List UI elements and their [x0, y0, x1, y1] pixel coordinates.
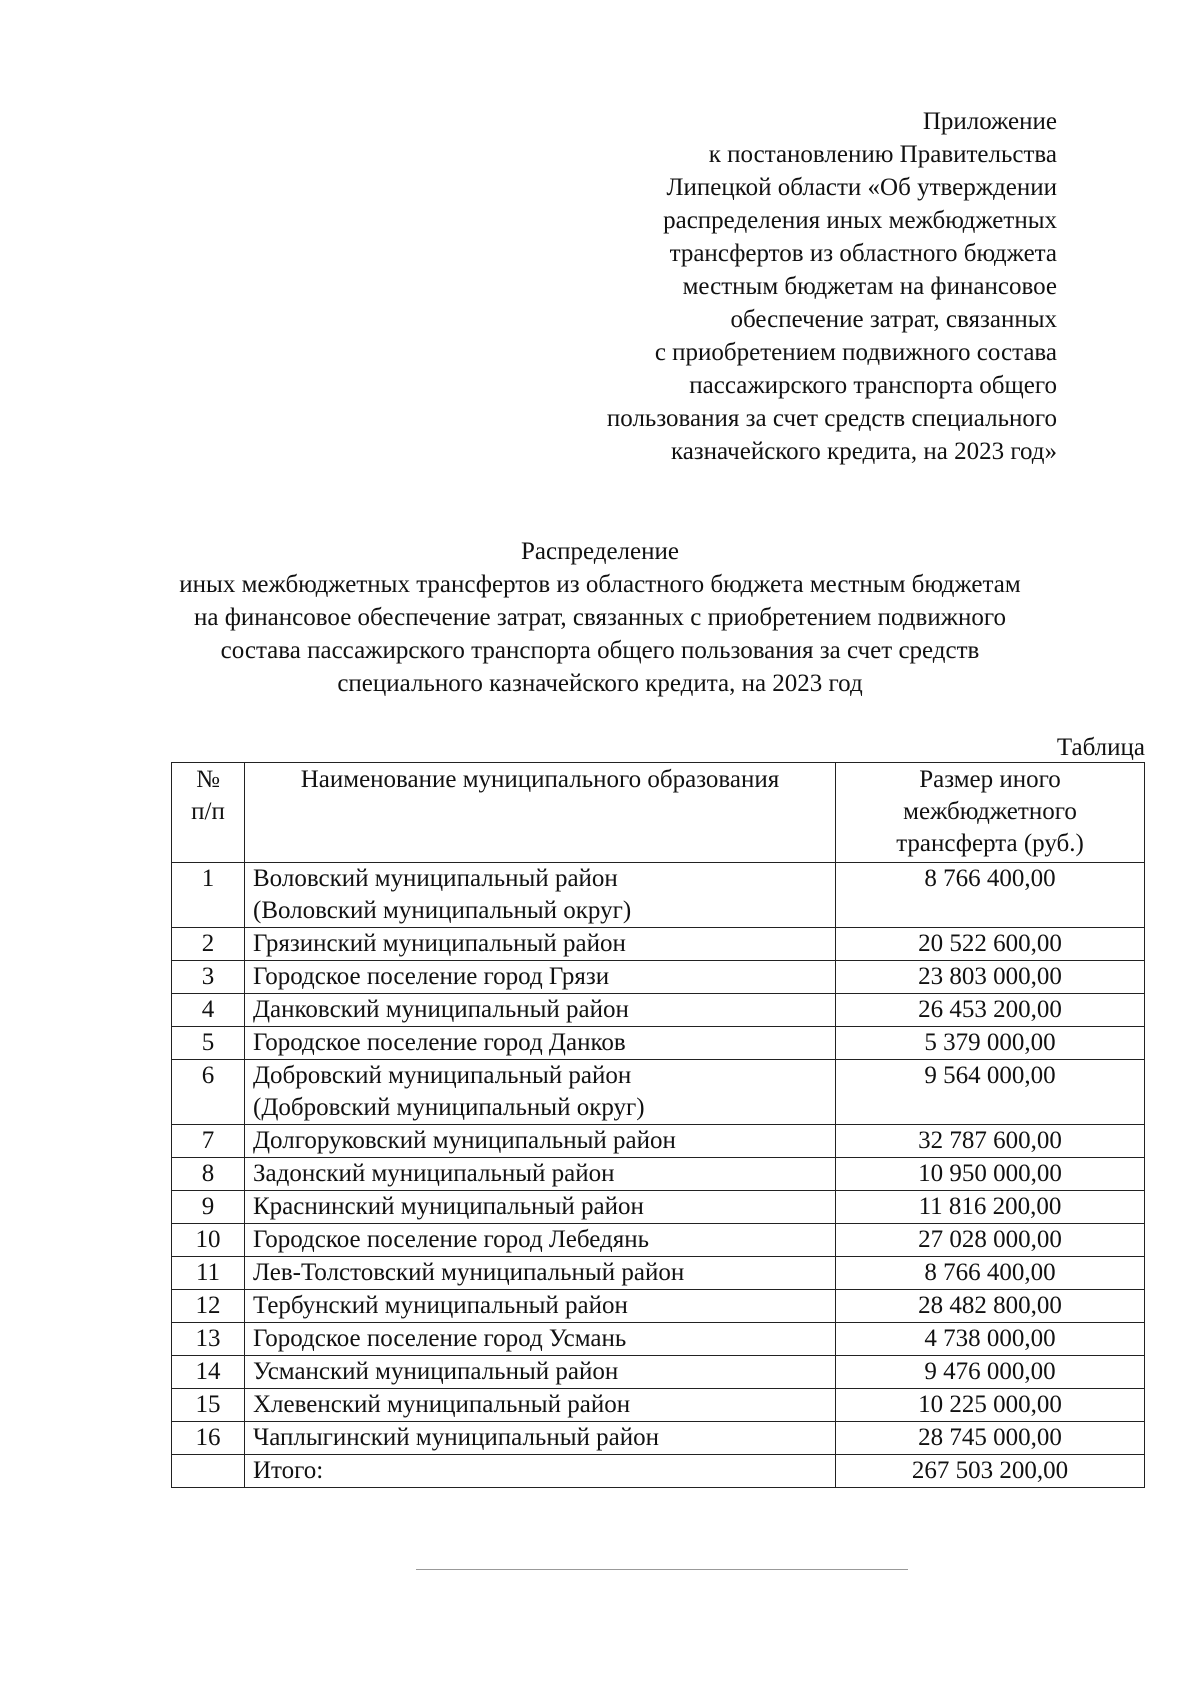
table-row: [172, 1158, 1145, 1191]
appendix-line: Приложение: [922, 108, 1057, 135]
header-amount-line: Размер иного: [919, 766, 1061, 793]
row-number: 12: [172, 1290, 245, 1323]
header-number-line: п/п: [191, 798, 225, 825]
row-amount: 10 950 000,00: [836, 1158, 1145, 1191]
table-row: [172, 1257, 1145, 1290]
row-number: 10: [172, 1224, 245, 1257]
row-name: Краснинский муниципальный район: [245, 1191, 836, 1224]
appendix-line: распределения иных межбюджетных: [663, 207, 1057, 234]
row-name: [245, 1060, 836, 1125]
row-amount: 27 028 000,00: [836, 1224, 1145, 1257]
title-line: специального казначейского кредита, на 2023 год: [337, 670, 863, 697]
row-amount: 28 482 800,00: [836, 1290, 1145, 1323]
appendix-line: с приобретением подвижного состава: [654, 339, 1057, 366]
document-title: [140, 535, 1060, 700]
row-number: 16: [172, 1422, 245, 1455]
row-amount: 26 453 200,00: [836, 994, 1145, 1027]
appendix-line: местным бюджетам на финансовое: [682, 273, 1057, 300]
row-amount: 9 564 000,00: [836, 1060, 1145, 1125]
row-number: 2: [172, 928, 245, 961]
table-row: [172, 1224, 1145, 1257]
title-line: Распределение: [521, 538, 679, 565]
table-row: [172, 1191, 1145, 1224]
row-number: 7: [172, 1125, 245, 1158]
row-number: 3: [172, 961, 245, 994]
row-name: Городское поселение город Данков: [245, 1027, 836, 1060]
footer-divider: [416, 1569, 908, 1570]
row-amount: 8 766 400,00: [836, 1257, 1145, 1290]
appendix-line: трансфертов из областного бюджета: [669, 240, 1057, 267]
row-name: Данковский муниципальный район: [245, 994, 836, 1027]
appendix-line: пассажирского транспорта общего: [689, 372, 1057, 399]
row-name-line: (Воловский муниципальный округ): [253, 897, 632, 924]
distribution-table: [171, 762, 1145, 1488]
row-name: Грязинский муниципальный район: [245, 928, 836, 961]
table-label: Таблица: [1056, 734, 1145, 761]
table-row: [172, 1290, 1145, 1323]
row-number: 14: [172, 1356, 245, 1389]
row-name: Городское поселение город Грязи: [245, 961, 836, 994]
row-name: Лев-Толстовский муниципальный район: [245, 1257, 836, 1290]
row-name-line: Добровский муниципальный район: [253, 1062, 632, 1089]
header-name: Наименование муниципального образования: [245, 763, 836, 863]
row-number: 15: [172, 1389, 245, 1422]
table-row: [172, 928, 1145, 961]
row-amount: 23 803 000,00: [836, 961, 1145, 994]
appendix-line: обеспечение затрат, связанных: [730, 306, 1057, 333]
header-amount-line: трансферта (руб.): [896, 830, 1084, 857]
header-amount-line: межбюджетного: [903, 798, 1077, 825]
row-name-line: (Добровский муниципальный округ): [253, 1094, 645, 1121]
appendix-line: к постановлению Правительства: [708, 141, 1057, 168]
appendix-line: Липецкой области «Об утверждении: [666, 174, 1057, 201]
row-amount: 4 738 000,00: [836, 1323, 1145, 1356]
row-number: 6: [172, 1060, 245, 1125]
row-amount: 9 476 000,00: [836, 1356, 1145, 1389]
row-name: Усманский муниципальный район: [245, 1356, 836, 1389]
row-number: 9: [172, 1191, 245, 1224]
table-row: [172, 863, 1145, 928]
table-row: [172, 1027, 1145, 1060]
header-amount: [836, 763, 1145, 863]
row-name: Долгоруковский муниципальный район: [245, 1125, 836, 1158]
total-amount: 267 503 200,00: [836, 1455, 1145, 1488]
table-row: [172, 994, 1145, 1027]
appendix-line: пользования за счет средств специального: [606, 405, 1057, 432]
row-number: 8: [172, 1158, 245, 1191]
row-name: Тербунский муниципальный район: [245, 1290, 836, 1323]
table-total-row: [172, 1455, 1145, 1488]
row-amount: 8 766 400,00: [836, 863, 1145, 928]
row-amount: 28 745 000,00: [836, 1422, 1145, 1455]
table-row: [172, 1323, 1145, 1356]
row-amount: 5 379 000,00: [836, 1027, 1145, 1060]
title-line: иных межбюджетных трансфертов из областного бюджета местным бюджетам: [179, 571, 1021, 598]
row-name: Чаплыгинский муниципальный район: [245, 1422, 836, 1455]
row-number: 1: [172, 863, 245, 928]
row-amount: 32 787 600,00: [836, 1125, 1145, 1158]
header-number-line: №: [196, 766, 220, 793]
row-number: 5: [172, 1027, 245, 1060]
row-amount: 11 816 200,00: [836, 1191, 1145, 1224]
row-name: Хлевенский муниципальный район: [245, 1389, 836, 1422]
row-name: [245, 863, 836, 928]
row-name-line: Воловский муниципальный район: [253, 865, 618, 892]
appendix-header: [497, 105, 1057, 468]
row-name: Городское поселение город Усмань: [245, 1323, 836, 1356]
total-label: Итого:: [245, 1455, 836, 1488]
header-number: [172, 763, 245, 863]
table-row: [172, 1422, 1145, 1455]
table-header-row: [172, 763, 1145, 863]
row-number: 13: [172, 1323, 245, 1356]
title-line: состава пассажирского транспорта общего пользования за счет средств: [220, 637, 980, 664]
table-row: [172, 1356, 1145, 1389]
row-amount: 20 522 600,00: [836, 928, 1145, 961]
row-number: 11: [172, 1257, 245, 1290]
table-row: [172, 1125, 1145, 1158]
table-row: [172, 1060, 1145, 1125]
table-row: [172, 1389, 1145, 1422]
appendix-line: казначейского кредита, на 2023 год»: [670, 438, 1057, 465]
title-line: на финансовое обеспечение затрат, связанных с приобретением подвижного: [194, 604, 1006, 631]
table-row: [172, 961, 1145, 994]
row-name: Задонский муниципальный район: [245, 1158, 836, 1191]
row-number: 4: [172, 994, 245, 1027]
row-name: Городское поселение город Лебедянь: [245, 1224, 836, 1257]
row-amount: 10 225 000,00: [836, 1389, 1145, 1422]
total-number: [172, 1455, 245, 1488]
